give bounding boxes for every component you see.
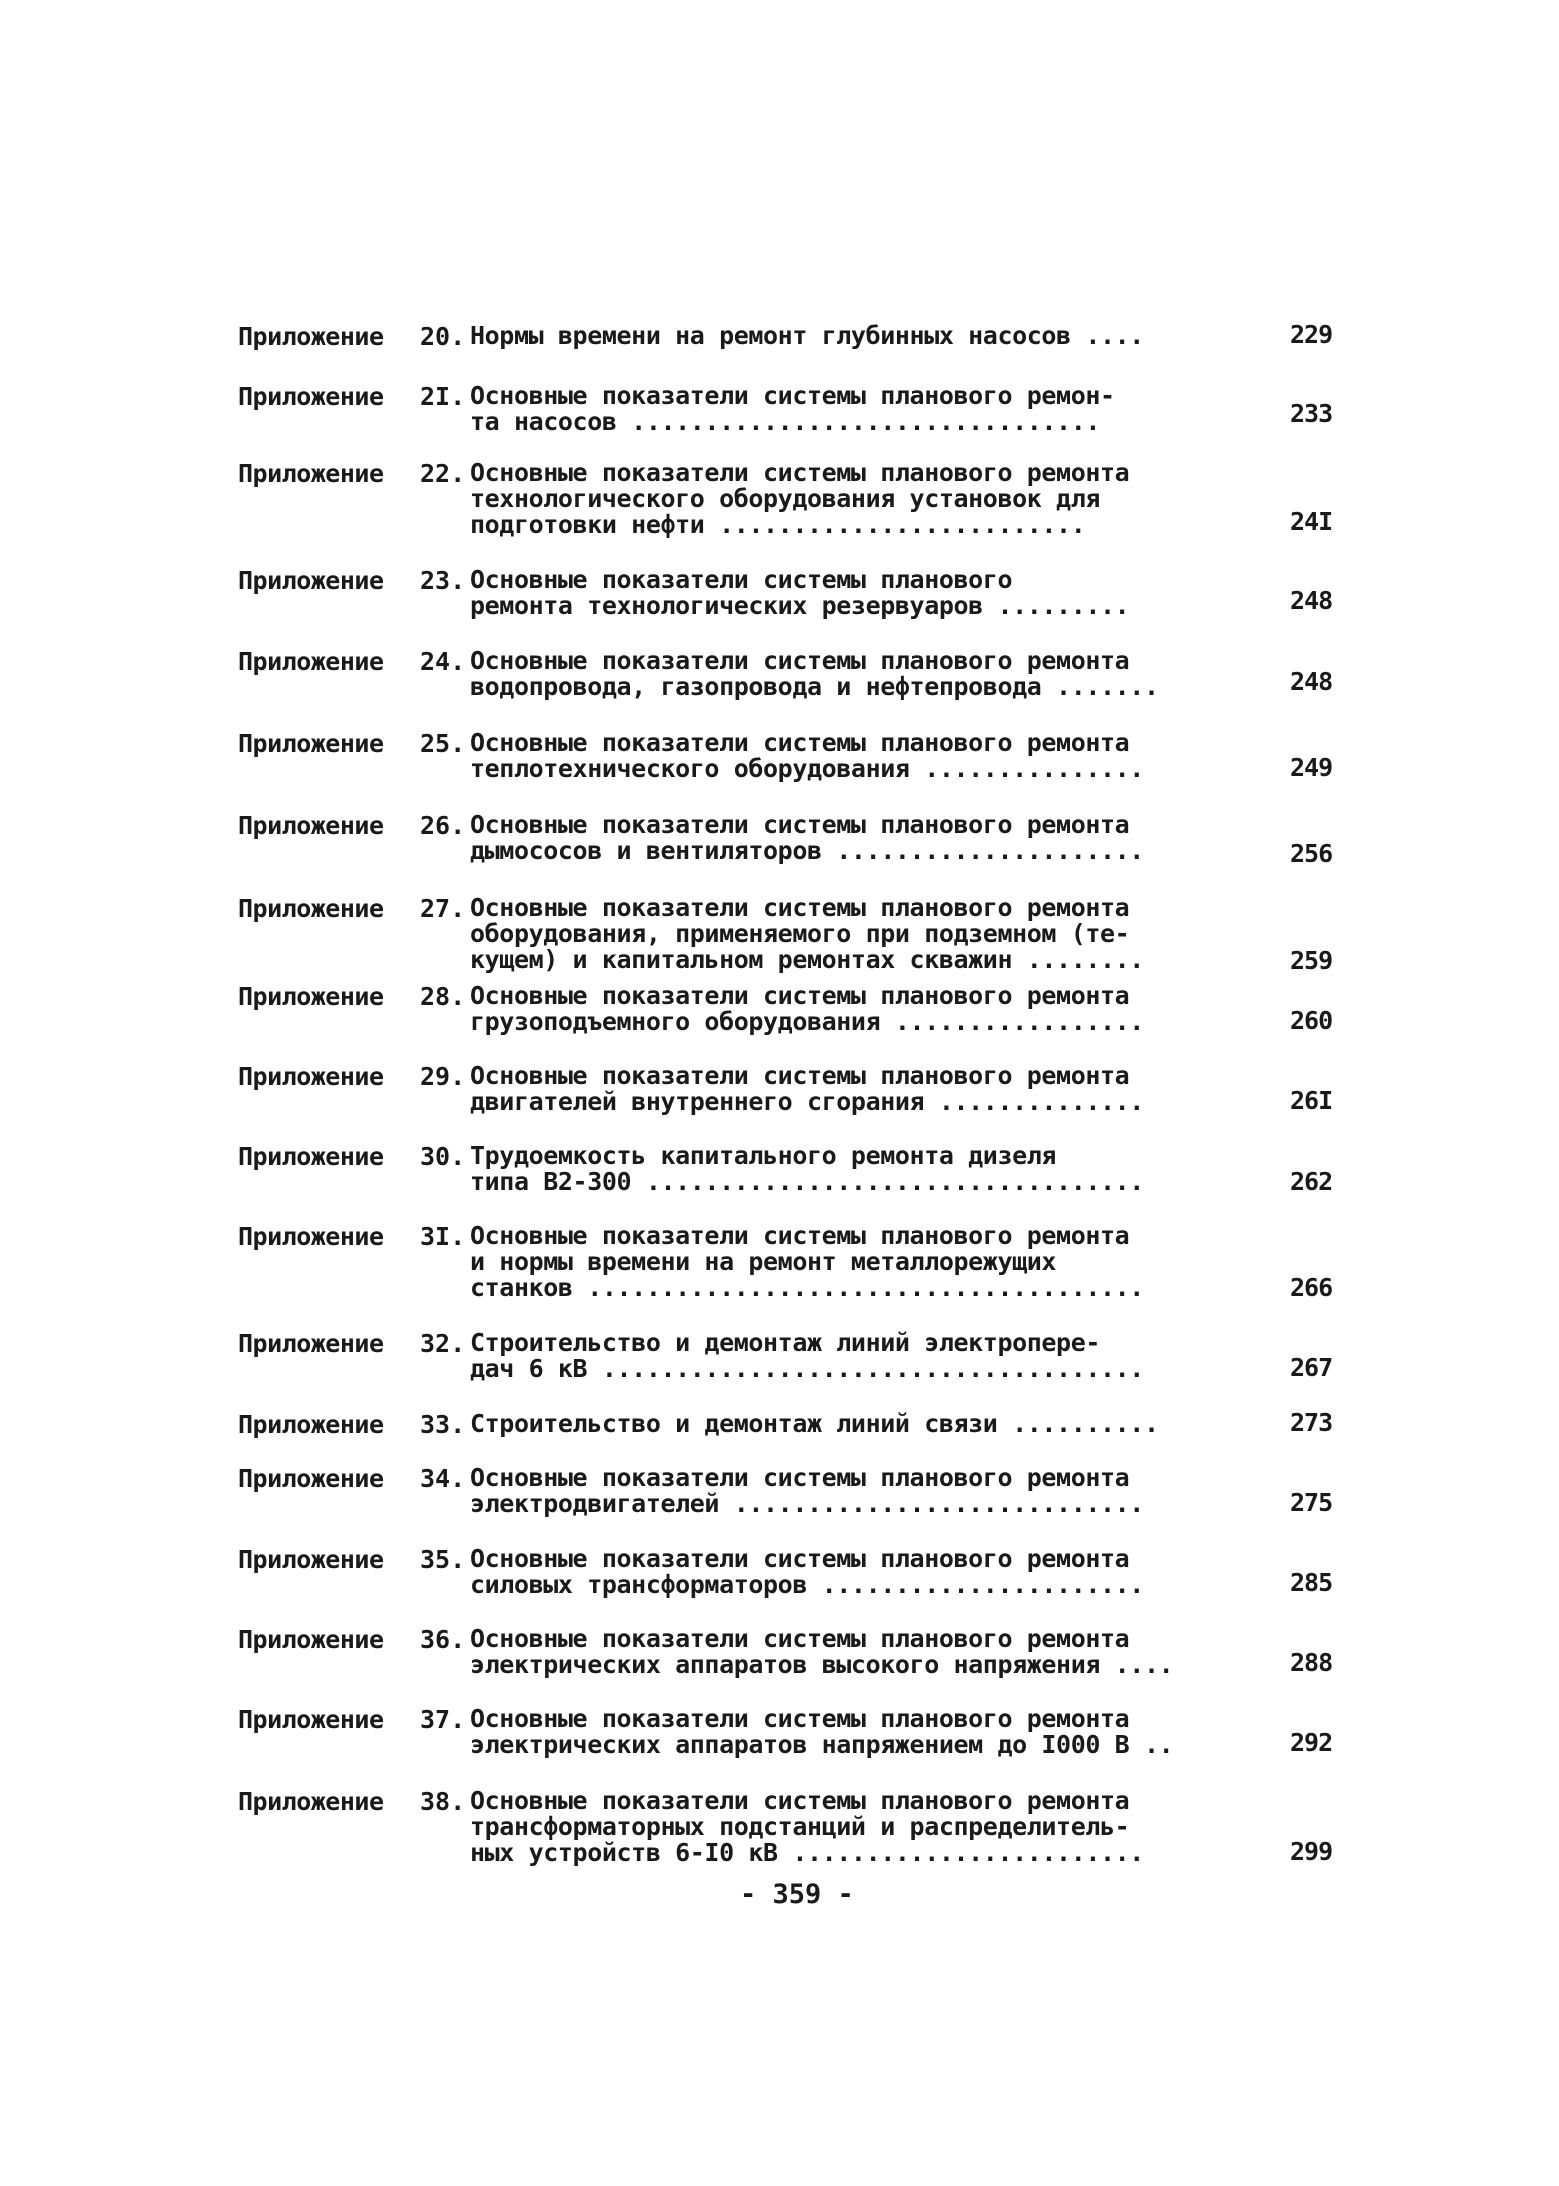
entry-title [470, 895, 1270, 973]
entry-page: 262 [1290, 1167, 1333, 1196]
entry-title-line: Основные показатели системы планового ремонта [470, 981, 1130, 1010]
entry-title-line: водопровода, газопровода и нефтепровода ....... [470, 672, 1159, 701]
entry-title-line: кущем) и капитальном ремонтах скважин ........ [470, 945, 1144, 974]
entry-title [470, 1143, 1270, 1195]
entry-number: 32. [420, 1329, 466, 1358]
entry-number: 28. [420, 982, 466, 1011]
entry-number: 35. [420, 1545, 466, 1574]
entry-title-line: электрических аппаратов высокого напряжения .... [470, 1650, 1174, 1679]
entry-page: 266 [1290, 1273, 1333, 1302]
entry-label: Приложение [238, 1142, 384, 1171]
entry-title-line: типа В2-300 .................................. [470, 1167, 1144, 1196]
entry-title-line: Основные показатели системы планового ремонта [470, 1544, 1130, 1573]
entry-title [470, 1788, 1270, 1866]
entry-title-line: трансформаторных подстанций и распределитель- [470, 1812, 1130, 1841]
entry-title-line: грузоподъемного оборудования ................. [470, 1007, 1144, 1036]
entry-title [470, 1465, 1270, 1517]
entry-page: 248 [1290, 586, 1333, 615]
entry-number: 24. [420, 647, 466, 676]
entry-page: 299 [1290, 1837, 1333, 1866]
entry-number: 2I. [420, 382, 466, 411]
entry-label: Приложение [238, 459, 384, 488]
entry-title-line: подготовки нефти ......................... [470, 510, 1086, 539]
entry-title-line: Строительство и демонтаж линий связи .......... [470, 1409, 1159, 1438]
entry-number: 29. [420, 1062, 466, 1091]
entry-title [470, 1626, 1270, 1678]
entry-title [470, 383, 1270, 435]
entry-title-line: теплотехнического оборудования ............... [470, 754, 1144, 783]
entry-page: 275 [1290, 1488, 1333, 1517]
entry-number: 22. [420, 459, 466, 488]
entry-number: 3I. [420, 1222, 466, 1251]
entry-page: 24I [1290, 507, 1333, 536]
entry-number: 20. [420, 322, 466, 351]
entry-label: Приложение [238, 1062, 384, 1091]
entry-title-line: Основные показатели системы планового ремонта [470, 1786, 1130, 1815]
entry-title [470, 460, 1270, 538]
entry-title-line: Основные показатели системы планового ремонта [470, 458, 1130, 487]
entry-title [470, 1223, 1270, 1301]
entry-label: Приложение [238, 1545, 384, 1574]
entry-number: 23. [420, 566, 466, 595]
entry-label: Приложение [238, 729, 384, 758]
entry-title-line: Основные показатели системы планового ремонта [470, 810, 1130, 839]
entry-page: 26I [1290, 1086, 1333, 1115]
entry-page: 288 [1290, 1648, 1333, 1677]
entry-title [470, 730, 1270, 782]
entry-title [470, 1063, 1270, 1115]
entry-number: 26. [420, 811, 466, 840]
entry-page: 248 [1290, 667, 1333, 696]
entry-label: Приложение [238, 982, 384, 1011]
page-number: - 359 - [740, 1879, 854, 1910]
entry-number: 37. [420, 1705, 466, 1734]
entry-page: 249 [1290, 753, 1333, 782]
entry-label: Приложение [238, 382, 384, 411]
entry-label: Приложение [238, 566, 384, 595]
entry-page: 285 [1290, 1568, 1333, 1597]
entry-number: 30. [420, 1142, 466, 1171]
entry-title-line: та насосов ................................ [470, 407, 1101, 436]
entry-label: Приложение [238, 1410, 384, 1439]
entry-label: Приложение [238, 1705, 384, 1734]
entry-title [470, 648, 1270, 700]
entry-title-line: ремонта технологических резервуаров ......... [470, 591, 1130, 620]
entry-page: 267 [1290, 1353, 1333, 1382]
entry-number: 33. [420, 1410, 466, 1439]
entry-title-line: силовых трансформаторов ...................... [470, 1570, 1144, 1599]
entry-title [470, 983, 1270, 1035]
entry-title-line: Основные показатели системы планового ремонта [470, 728, 1130, 757]
entry-title [470, 1411, 1270, 1437]
entry-title-line: дач 6 кВ ..................................... [470, 1354, 1144, 1383]
entry-title [470, 1330, 1270, 1382]
entry-title [470, 1706, 1270, 1758]
entry-title-line: Основные показатели системы планового ремонта [470, 646, 1130, 675]
entry-label: Приложение [238, 1329, 384, 1358]
entry-title-line: электродвигателей ............................ [470, 1489, 1144, 1518]
entry-title-line: электрических аппаратов напряжением до I000 В .. [470, 1730, 1174, 1759]
entry-title-line: оборудования, применяемого при подземном (те- [470, 919, 1130, 948]
entry-page: 273 [1290, 1408, 1333, 1437]
entry-title-line: дымососов и вентиляторов ..................... [470, 836, 1144, 865]
entry-label: Приложение [238, 811, 384, 840]
entry-number: 34. [420, 1464, 466, 1493]
entry-number: 27. [420, 894, 466, 923]
entry-title-line: Основные показатели системы планового ремон- [470, 381, 1115, 410]
entry-title-line: Основные показатели системы планового [470, 565, 1013, 594]
entry-page: 259 [1290, 946, 1333, 975]
entry-title-line: ных устройств 6-I0 кВ ........................ [470, 1838, 1144, 1867]
entry-page: 292 [1290, 1728, 1333, 1757]
entry-title-line: Основные показатели системы планового ремонта [470, 1624, 1130, 1653]
entry-label: Приложение [238, 647, 384, 676]
entry-title-line: Основные показатели системы планового ремонта [470, 893, 1130, 922]
entry-number: 38. [420, 1787, 466, 1816]
entry-label: Приложение [238, 1625, 384, 1654]
entry-title-line: Строительство и демонтаж линий электропере- [470, 1328, 1101, 1357]
entry-title-line: двигателей внутреннего сгорания .............. [470, 1087, 1144, 1116]
entry-title-line: Основные показатели системы планового ремонта [470, 1221, 1130, 1250]
entry-number: 25. [420, 729, 466, 758]
entry-title-line: станков ...................................... [470, 1273, 1144, 1302]
entry-label: Приложение [238, 1464, 384, 1493]
entry-page: 256 [1290, 839, 1333, 868]
entry-title-line: Трудоемкость капитального ремонта дизеля [470, 1141, 1057, 1170]
entry-page: 229 [1290, 320, 1333, 349]
entry-title [470, 323, 1270, 349]
entry-title [470, 812, 1270, 864]
entry-title-line: Основные показатели системы планового ремонта [470, 1061, 1130, 1090]
entry-title-line: технологического оборудования установок для [470, 484, 1101, 513]
entry-label: Приложение [238, 894, 384, 923]
entry-number: 36. [420, 1625, 466, 1654]
entry-page: 233 [1290, 399, 1333, 428]
entry-label: Приложение [238, 1787, 384, 1816]
entry-label: Приложение [238, 1222, 384, 1251]
entry-title-line: Нормы времени на ремонт глубинных насосов .... [470, 321, 1144, 350]
entry-title-line: Основные показатели системы планового ремонта [470, 1463, 1130, 1492]
entry-title [470, 1546, 1270, 1598]
entry-label: Приложение [238, 322, 384, 351]
entry-title-line: и нормы времени на ремонт металлорежущих [470, 1247, 1057, 1276]
entry-title-line: Основные показатели системы планового ремонта [470, 1704, 1130, 1733]
entry-title [470, 567, 1270, 619]
entry-page: 260 [1290, 1006, 1333, 1035]
